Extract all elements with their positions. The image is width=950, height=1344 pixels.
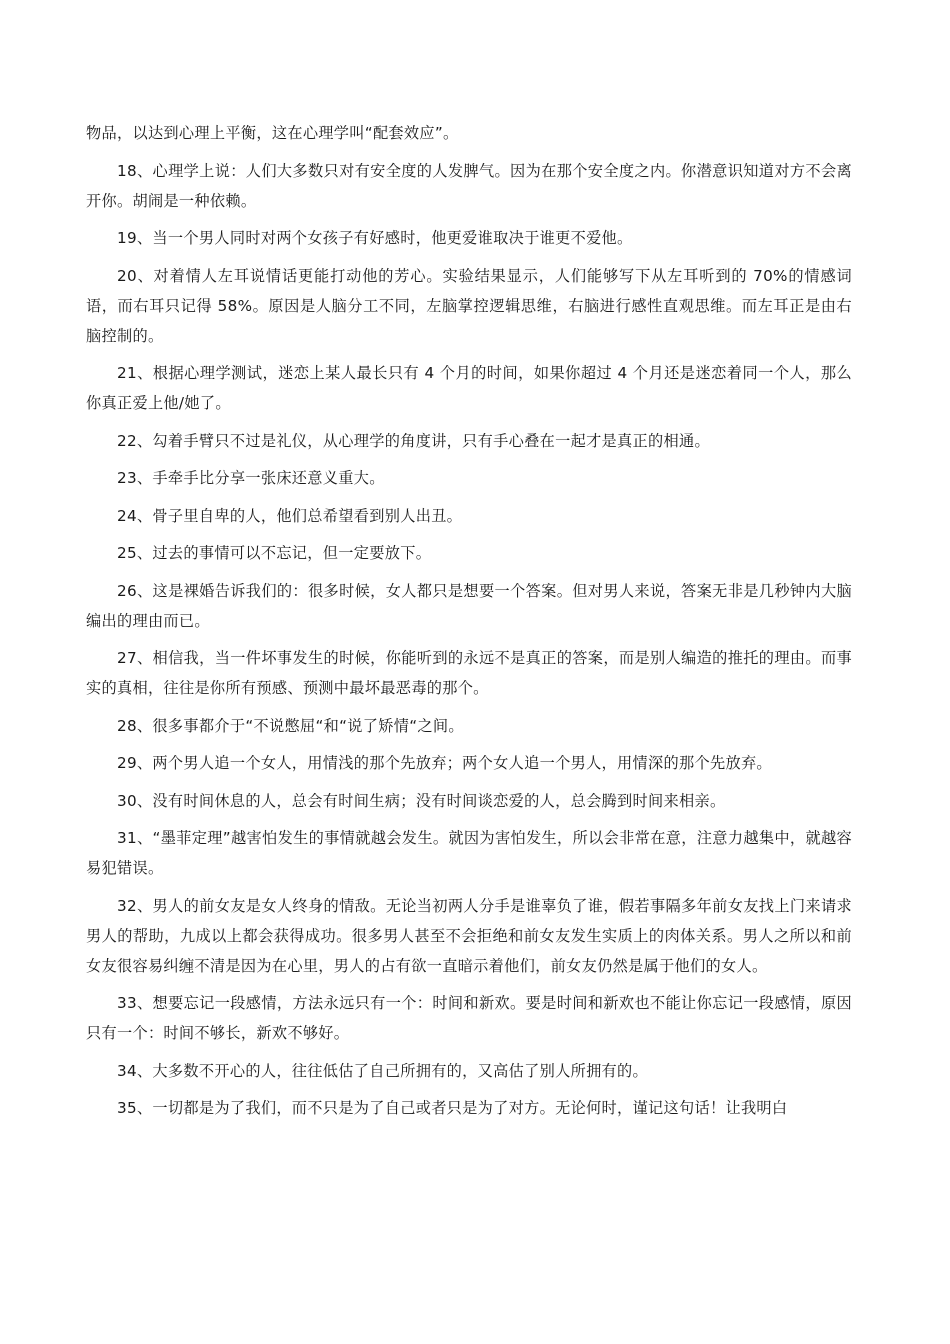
paragraph-continued: 物品，以达到心理上平衡，这在心理学叫“配套效应”。: [86, 124, 459, 142]
paragraph-32: 32、男人的前女友是女人终身的情敌。无论当初两人分手是谁辜负了谁，假若事隔多年前女友找上门来请求男人的帮助，九成以上都会获得成功。很多男人甚至不会拒绝和前女友发生实质上的肉体关系。男人之所以和前女友很容易纠缠不清是因为在心里，男人的占有欲一直暗示着他们，前女友仍然是属于他们的女人。: [86, 896, 852, 975]
paragraph-27: 27、相信我，当一件坏事发生的时候，你能听到的永远不是真正的答案，而是别人编造的推托的理由。而事实的真相，往往是你所有预感、预测中最坏最恶毒的那个。: [86, 649, 852, 697]
paragraph-29: 29、两个男人追一个女人，用情浅的那个先放弃；两个女人追一个男人，用情深的那个先放弃。: [117, 754, 772, 772]
paragraph-26: 26、这是裸婚告诉我们的：很多时候，女人都只是想要一个答案。但对男人来说，答案无非是几秒钟内大脑编出的理由而已。: [86, 581, 852, 630]
paragraph-24: 24、骨子里自卑的人，他们总希望看到别人出丑。: [117, 506, 463, 525]
document-body: [86, 118, 852, 1131]
paragraph-31: 31、“墨菲定理”越害怕发生的事情就越会发生。就因为害怕发生，所以会非常在意，注意力越集中，就越容易犯错误。: [86, 829, 852, 877]
paragraph-23: 23、手牵手比分享一张床还意义重大。: [117, 469, 385, 487]
paragraph-22: 22、勾着手臂只不过是礼仪，从心理学的角度讲，只有手心叠在一起才是真正的相通。: [117, 431, 710, 450]
paragraph-33: 33、想要忘记一段感情，方法永远只有一个：时间和新欢。要是时间和新欢也不能让你忘记一段感情，原因只有一个：时间不够长，新欢不够好。: [86, 994, 852, 1042]
paragraph-21: 21、根据心理学测试，迷恋上某人最长只有 4 个月的时间，如果你超过 4 个月还是迷恋着同一个人，那么你真正爱上他/她了。: [86, 364, 852, 412]
paragraph-25: 25、过去的事情可以不忘记，但一定要放下。: [117, 544, 432, 562]
paragraph-18: 18、心理学上说：人们大多数只对有安全度的人发脾气。因为在那个安全度之内。你潜意识知道对方不会离开你。胡闹是一种依赖。: [86, 161, 852, 210]
paragraph-30: 30、没有时间休息的人，总会有时间生病；没有时间谈恋爱的人，总会腾到时间来相亲。: [117, 791, 726, 810]
paragraph-19: 19、当一个男人同时对两个女孩子有好感时，他更爱谁取决于谁更不爱他。: [117, 229, 633, 247]
paragraph-34: 34、大多数不开心的人，往往低估了自己所拥有的，又高估了别人所拥有的。: [117, 1061, 649, 1080]
paragraph-35: 35、一切都是为了我们，而不只是为了自己或者只是为了对方。无论何时，谨记这句话！让我明白: [117, 1099, 788, 1117]
paragraph-20: 20、对着情人左耳说情话更能打动他的芳心。实验结果显示，人们能够写下从左耳听到的 70%的情感词语，而右耳只记得 58%。原因是人脑分工不同，左脑掌控逻辑思维，右脑进行感性直观思维。而左耳正是由右脑控制的。: [86, 266, 852, 345]
paragraph-28: 28、很多事都介于“不说憋屈“和“说了矫情“之间。: [117, 716, 464, 735]
